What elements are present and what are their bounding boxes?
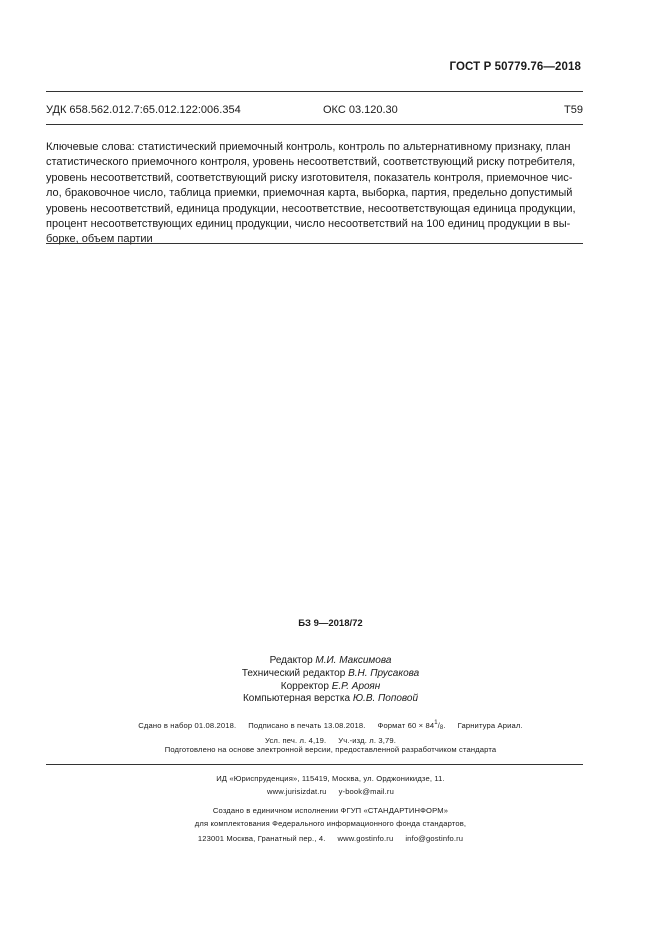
creator-line-1: Создано в единичном исполнении ФГУП «СТАНДАРТИНФОРМ»: [212, 806, 449, 815]
keywords-line: борке, объем партии: [46, 233, 153, 246]
keywords-line: уровень несоответствий, единица продукции, несоответствие, несоответствующая единица продукции,: [46, 202, 576, 215]
print-info-line-1: Сдано в набор 01.08.2018. Подписано в печать 13.08.2018. Формат $60 \times 84^1/_8$. Гарнитура Ариал.: [138, 720, 523, 731]
publisher-line: ИД «Юриспруденция», 115419, Москва, ул. Орджоникидзе, 11.: [216, 774, 445, 783]
publisher-contacts: [0, 786, 661, 799]
oks-code: ОКС 03.120.30: [323, 104, 398, 116]
publisher-block: [0, 773, 661, 798]
creator-email: info@gostinfo.ru: [405, 834, 464, 843]
keywords-line: статистического приемочного контроля, уровень несоответствий, соответствующий риску потребителя,: [46, 156, 576, 169]
imprint-divider: [46, 764, 583, 765]
classification-divider: [46, 124, 583, 125]
udk-code: УДК 658.562.012.7:65.012.122:006.354: [46, 104, 241, 116]
document-code: ГОСТ Р 50779.76—2018: [449, 61, 581, 73]
publisher-site: www.jurisizdat.ru: [267, 786, 327, 796]
corrector-line: Корректор Е.Р. Ароян: [280, 680, 381, 692]
prepared-note: Подготовлено на основе электронной версии, предоставленной разработчиком стандарта: [164, 745, 497, 754]
bz-number: БЗ 9—2018/72: [298, 618, 363, 629]
publisher-email: y-book@mail.ru: [338, 786, 394, 796]
keywords-line: ло, браковочное число, таблица приемки, приемочная карта, выборка, партия, предельно допустимый: [46, 187, 573, 200]
creator-line-2: для комплектования Федерального информационного фонда стандартов,: [194, 818, 467, 828]
creator-block: [0, 805, 661, 846]
keywords-paragraph: [46, 140, 583, 248]
keywords-line: процент несоответствующих единиц продукции, число несоответствий на 100 единиц продукции в вы-: [46, 218, 571, 231]
creator-contacts: [0, 833, 661, 846]
staff-block: [0, 655, 661, 706]
top-divider: [46, 91, 583, 92]
print-info-line-2: Усл. печ. л. 4,19. Уч.-изд. л. 3,79.: [265, 735, 396, 745]
creator-address: 123001 Москва, Гранатный пер., 4.: [197, 834, 326, 843]
keywords-line: Ключевые слова: статистический приемочный контроль, контроль по альтернативному признаку, план: [46, 141, 571, 153]
layout-line: Компьютерная верстка Ю.В. Поповой: [242, 693, 419, 705]
print-info-block: [0, 717, 661, 747]
keywords-line: уровень несоответствий, соответствующий риску изготовителя, показатель контроля, приемочное чис-: [46, 171, 573, 184]
editor-line: Редактор М.И. Максимова: [269, 655, 392, 666]
creator-site: www.gostinfo.ru: [337, 834, 394, 843]
classification-code: Т59: [564, 104, 583, 116]
tech-editor-line: Технический редактор В.Н. Прусакова: [241, 667, 420, 679]
keywords-divider: [46, 243, 583, 244]
